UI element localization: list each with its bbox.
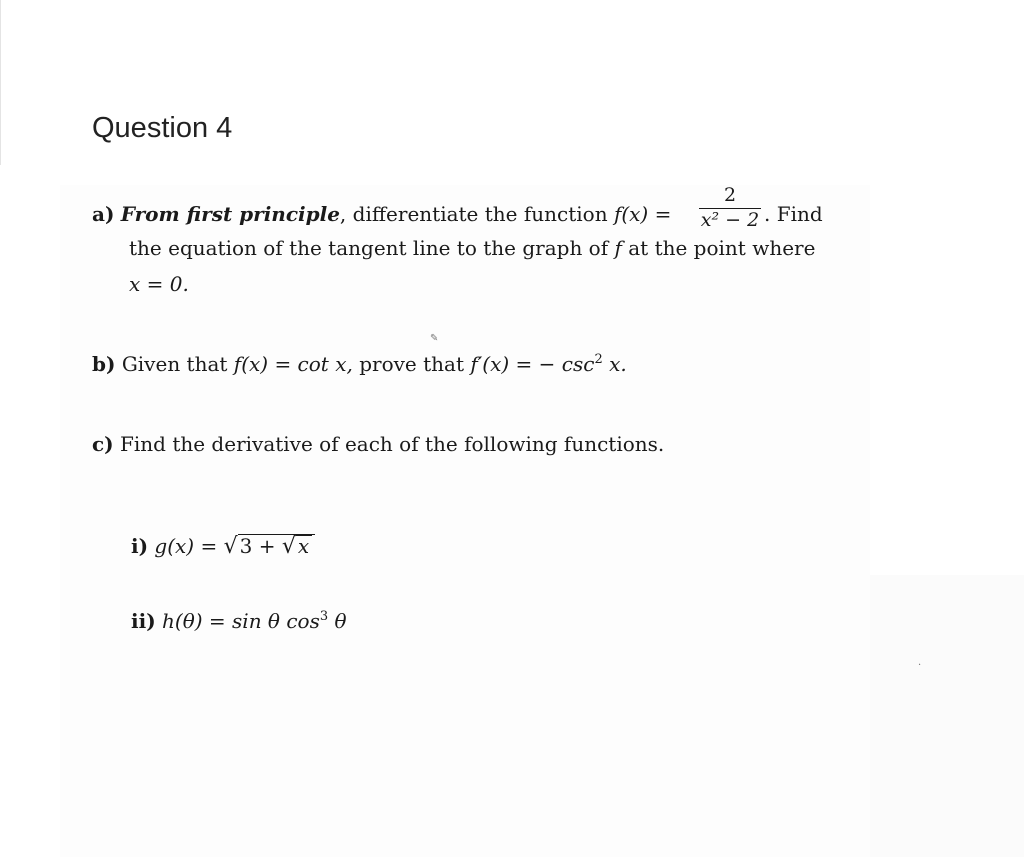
item-ii-exponent: 3: [319, 609, 329, 624]
fraction-numerator: 2: [723, 184, 737, 206]
part-b-exponent: 2: [594, 352, 603, 367]
part-a-line-3: [129, 274, 189, 294]
item-i-label: i): [131, 534, 149, 558]
part-a-line-2-text: the equation of the tangent line to the graph of: [129, 236, 609, 260]
part-a-line-2-end: at the point where: [628, 236, 816, 260]
part-b-line: [92, 354, 627, 374]
page-edge-line: [0, 0, 1, 165]
scan-speck: ·: [918, 660, 922, 671]
part-a-line-1: [92, 204, 671, 224]
part-a-find: . Find: [764, 202, 823, 226]
part-c-item-ii: [131, 611, 347, 631]
part-a-function: f(x) =: [613, 202, 672, 226]
part-b-expr-2: f′(x) = − csc: [470, 352, 595, 376]
scan-speck: ✎: [430, 333, 439, 344]
part-a-fraction: [698, 186, 762, 230]
item-ii-lhs: h(θ) = sin θ cos: [162, 609, 320, 633]
inner-radicand: x: [296, 535, 312, 557]
item-i-lhs: g(x) =: [154, 534, 218, 558]
fraction-denominator: x² − 2: [700, 209, 760, 231]
scanned-region-right: [870, 575, 1024, 857]
item-ii-rhs: θ: [334, 609, 347, 633]
sqrt-symbol-icon: √: [281, 534, 296, 559]
part-a-condition: x = 0.: [129, 272, 189, 296]
item-ii-label: ii): [131, 609, 156, 633]
part-a-label: a): [92, 202, 115, 226]
part-a-text: , differentiate the function: [339, 202, 608, 226]
part-b-expr-1: f(x) = cot x,: [233, 352, 353, 376]
part-a-line-2: [129, 238, 815, 258]
question-heading: Question 4: [92, 112, 233, 144]
part-c-text: Find the derivative of each of the following functions.: [120, 432, 665, 456]
part-b-label: b): [92, 352, 116, 376]
outer-radicand: [238, 534, 316, 558]
part-b-text-2: prove that: [359, 352, 464, 376]
part-c-item-i: [131, 534, 315, 558]
part-c-line: [92, 434, 664, 454]
part-a-emphasis: From first principle: [120, 202, 340, 226]
part-b-text-1: Given that: [121, 352, 228, 376]
sqrt-symbol-icon: √: [223, 534, 238, 559]
part-c-label: c): [92, 432, 114, 456]
radicand-term: 3 +: [239, 534, 276, 558]
part-a-line-2-var: f: [614, 236, 622, 260]
part-b-expr-3: x.: [609, 352, 627, 376]
